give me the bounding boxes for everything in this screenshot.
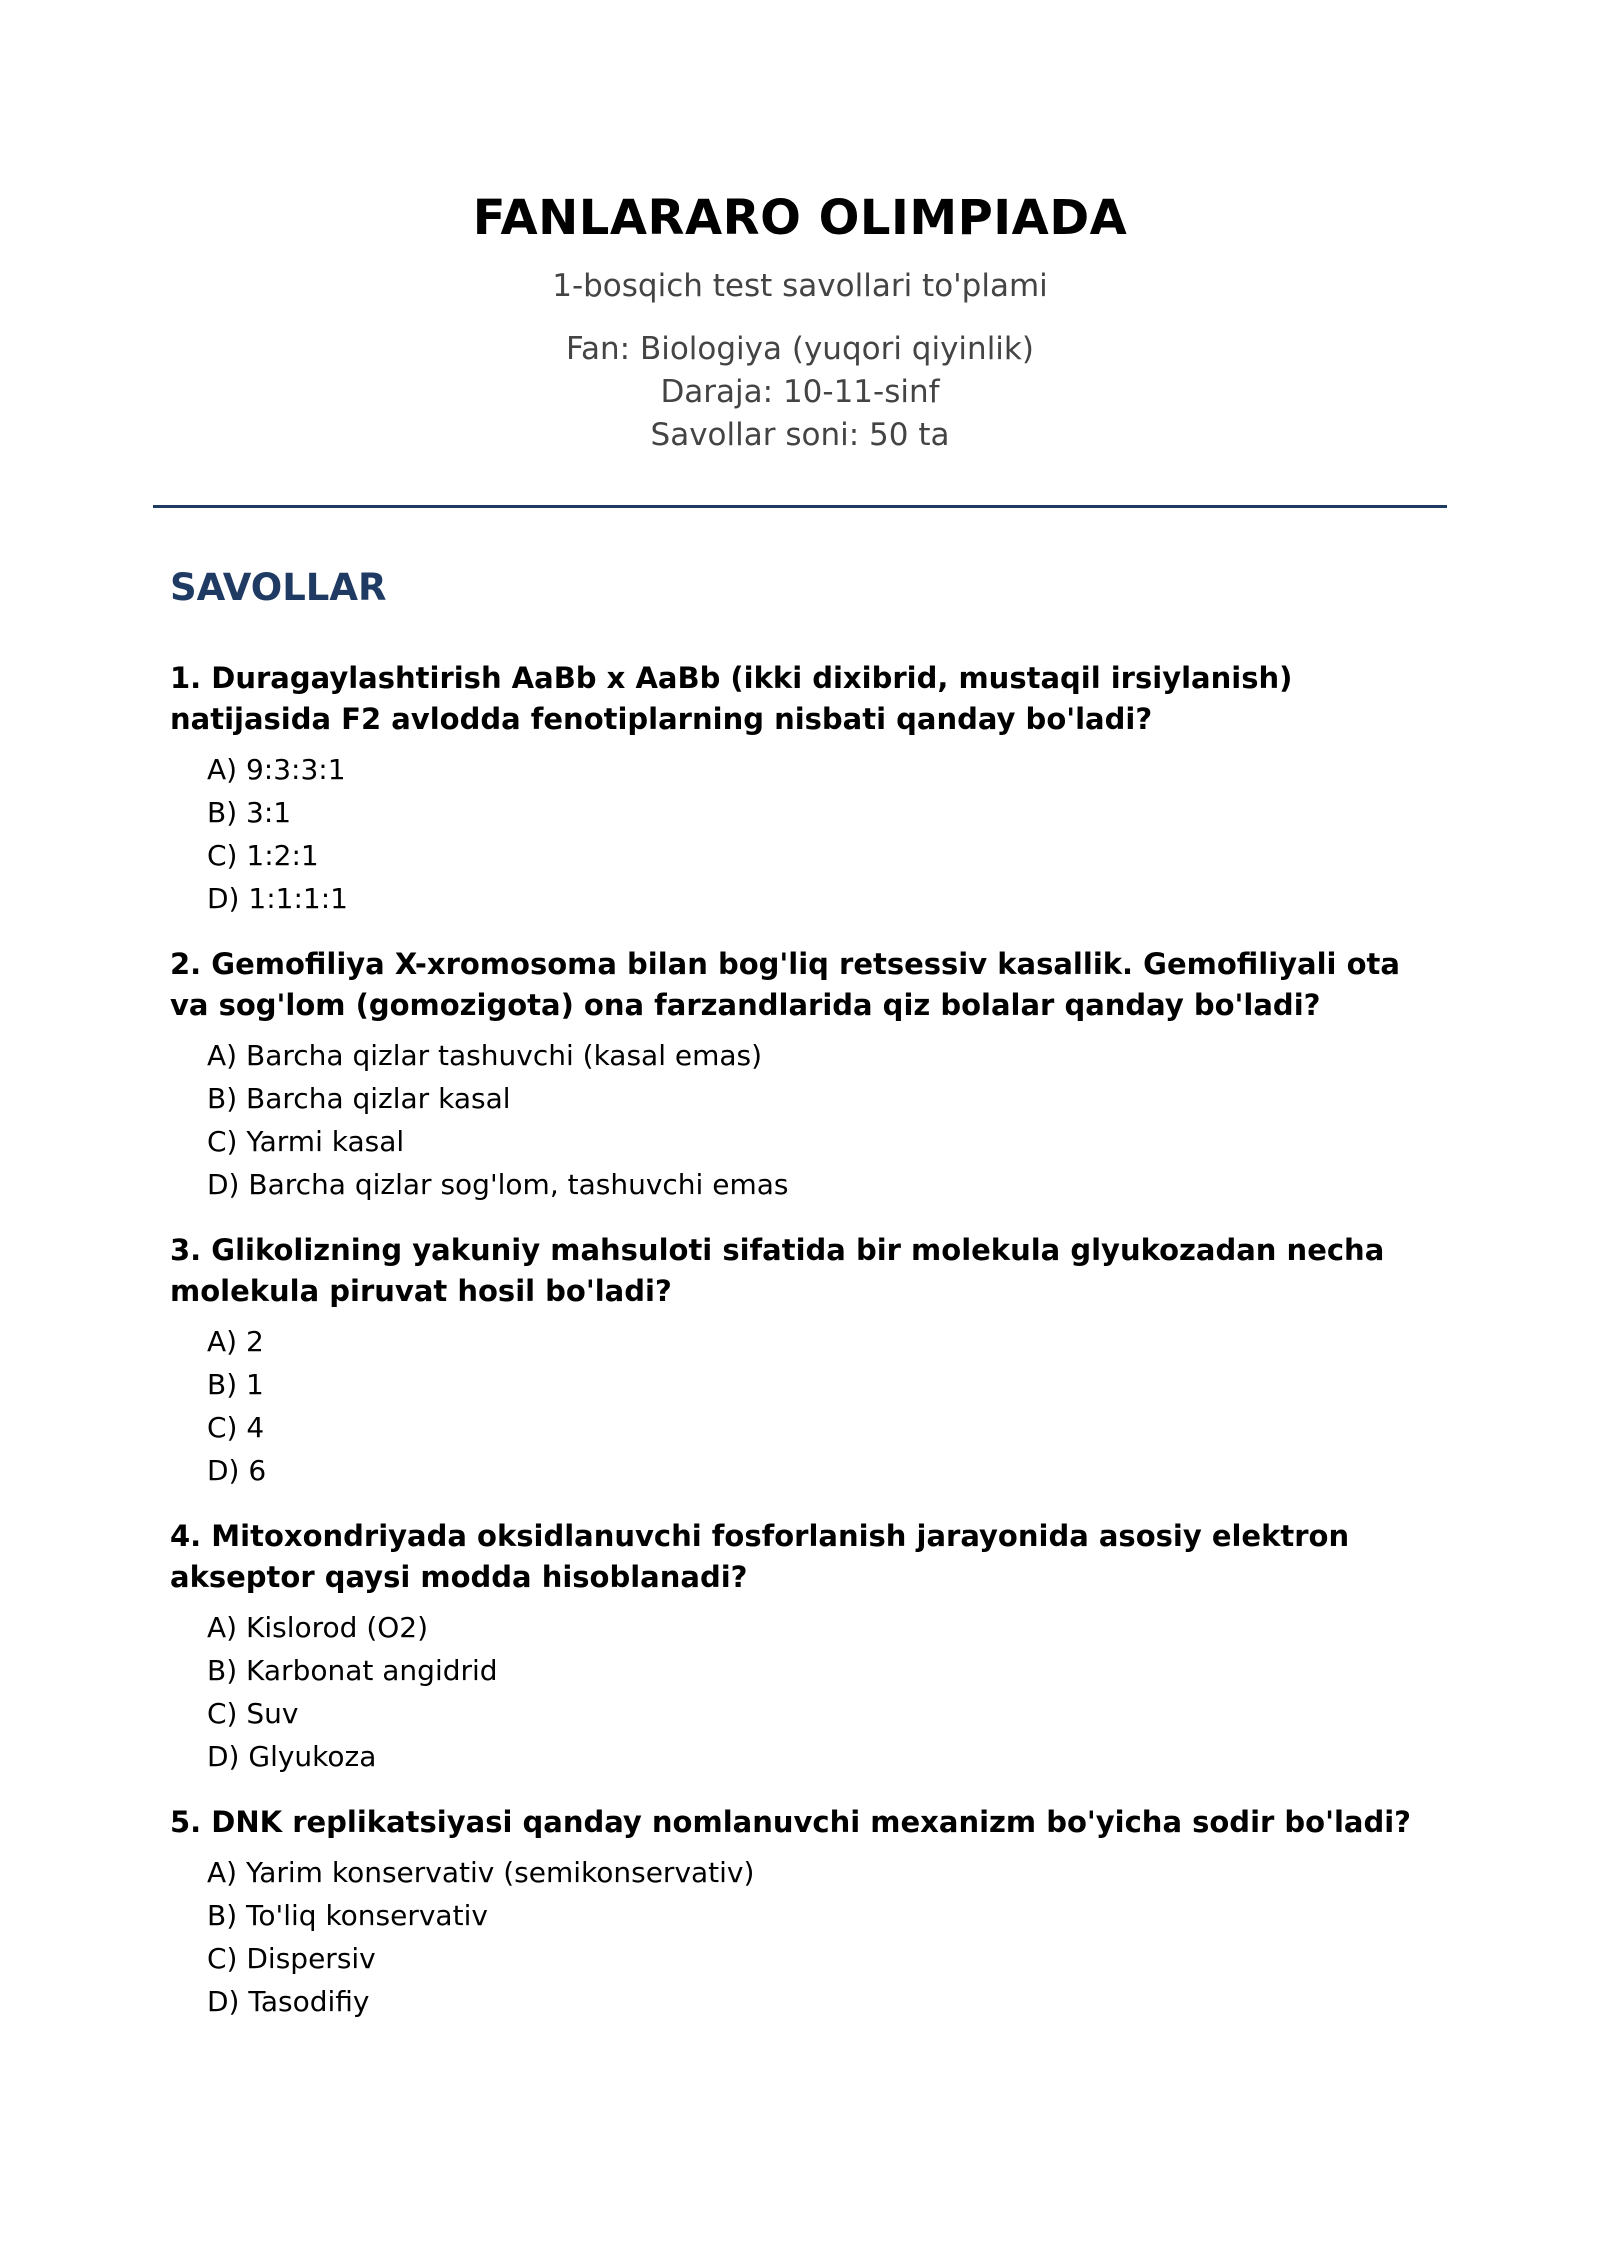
- option-item: A) Kislorod (O2): [207, 1611, 429, 1645]
- option-item: B) 1: [207, 1368, 264, 1402]
- section-heading: SAVOLLAR: [170, 565, 387, 609]
- question-text: 1. Duragaylashtirish AaBb x AaBb (ikki dixibrid, mustaqil irsiylanish) natijasida F2 avlodda fenotiplarning nisbati qanday bo'ladi?: [170, 661, 1293, 737]
- question-text: 2. Gemofiliya X-xromosoma bilan bog'liq retsessiv kasallik. Gemofiliyali ota va sog'lom (gomozigota) ona farzandlarida qiz bolalar qanday bo'ladi?: [170, 947, 1400, 1023]
- question-text: 5. DNK replikatsiyasi qanday nomlanuvchi mexanizm bo'yicha sodir bo'ladi?: [170, 1805, 1411, 1840]
- question-item: [170, 1802, 1447, 2023]
- option-item: C) 4: [207, 1411, 265, 1445]
- question-item: [170, 1516, 1447, 1778]
- meta-subject: Fan: Biologiya (yuqori qiyinlik): [566, 330, 1034, 367]
- document-title: FANLARARO OLIMPIADA: [472, 190, 1128, 246]
- option-item: B) Barcha qizlar kasal: [207, 1082, 511, 1116]
- option-item: B) 3:1: [207, 796, 292, 830]
- question-text: 4. Mitoxondriyada oksidlanuvchi fosforlanish jarayonida asosiy elektron akseptor qaysi modda hisoblanadi?: [170, 1519, 1350, 1595]
- question-text: 3. Glikolizning yakuniy mahsuloti sifatida bir molekula glyukozadan necha molekula piruvat hosil bo'ladi?: [170, 1233, 1385, 1309]
- option-item: C) Yarmi kasal: [207, 1125, 405, 1159]
- meta-grade: Daraja: 10-11-sinf: [660, 373, 940, 410]
- option-item: B) Karbonat angidrid: [207, 1654, 498, 1688]
- option-item: C) Dispersiv: [207, 1942, 376, 1976]
- meta-question-count: Savollar soni: 50 ta: [650, 416, 950, 453]
- option-item: D) Glyukoza: [207, 1740, 377, 1774]
- option-item: C) Suv: [207, 1697, 299, 1731]
- option-list: [170, 1606, 1447, 1778]
- option-item: B) To'liq konservativ: [207, 1899, 488, 1933]
- question-item: [170, 658, 1447, 920]
- option-list: [170, 1034, 1447, 1206]
- header-divider: [153, 505, 1447, 508]
- option-list: [170, 1851, 1447, 2023]
- option-list: [170, 748, 1447, 920]
- question-item: [170, 944, 1447, 1206]
- option-item: A) Yarim konservativ (semikonservativ): [207, 1856, 755, 1890]
- option-item: D) Tasodifiy: [207, 1985, 370, 2019]
- option-list: [170, 1320, 1447, 1492]
- document-header: [153, 0, 1447, 457]
- option-item: A) 2: [207, 1325, 264, 1359]
- option-item: C) 1:2:1: [207, 839, 319, 873]
- document-subtitle: 1-bosqich test savollari to'plami: [552, 267, 1048, 304]
- question-item: [170, 1230, 1447, 1492]
- option-item: D) 1:1:1:1: [207, 882, 348, 916]
- document-meta: [153, 328, 1447, 457]
- question-list: [170, 658, 1447, 2023]
- option-item: A) Barcha qizlar tashuvchi (kasal emas): [207, 1039, 763, 1073]
- option-item: A) 9:3:3:1: [207, 753, 346, 787]
- option-item: D) 6: [207, 1454, 267, 1488]
- option-item: D) Barcha qizlar sog'lom, tashuvchi emas: [207, 1168, 789, 1202]
